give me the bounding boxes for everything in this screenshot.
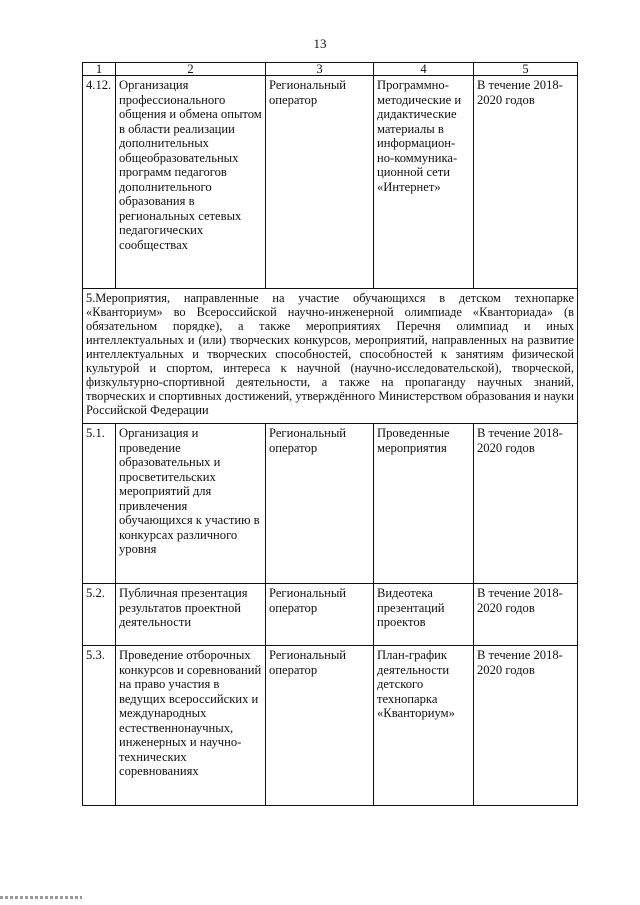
page-number: 13 [313,36,327,51]
executor-cell: Региональный оператор [266,424,374,584]
section-title: 5.Мероприятия, направленные на участие обучающихся в детском технопарке «Кванториум» во Всероссийской научно-инженерной олимпиаде «Кванториада» (в обязательном порядке), а также мероприятиях Перечня олимпиад и иных интеллектуальных и (или) творческих конкурсов, мероприятий, направленных на развитие интеллектуальных и творческих способностей, способностей к занятиям физической культурой и спортом, интереса к научной (научно-исследовательской), творческой, физкультурно-спортивной деятельности, а также на пропаганду научных знаний, творческих и спортивных достижений, утверждённого Министерством образования и науки Российской Федерации [83,289,578,424]
executor-cell: Региональный оператор [266,584,374,646]
result-cell: Программно-методические и дидактические материалы в информацион-но-коммуника-ционной сети «Интернет» [374,76,474,289]
activity-cell: Организация и проведение образовательных и просветительских мероприятий для привлечения обучающихся к участию в конкурсах различного уровня [116,424,266,584]
executor-cell: Региональный оператор [266,76,374,289]
header-col-1: 1 [83,63,116,76]
deadline-cell: В течение 2018-2020 годов [474,424,578,584]
deadline-cell: В течение 2018-2020 годов [474,76,578,289]
header-col-3: 3 [266,63,374,76]
result-cell: План-график деятельности детского технопарка «Кванториум» [374,646,474,806]
activity-cell: Организация профессионального общения и обмена опытом в области реализации дополнительных общеобразовательных программ педагогов дополнительного образования в региональных сетевых педагогических сообществах [116,76,266,289]
scan-edge-mark [0,896,82,899]
row-number: 5.1. [83,424,116,584]
header-col-5: 5 [474,63,578,76]
table-row [83,646,578,806]
table-row [83,424,578,584]
row-number: 5.3. [83,646,116,806]
result-cell: Видеотека презентаций проектов [374,584,474,646]
section-row [83,289,578,424]
activity-cell: Публичная презентация результатов проектной деятельности [116,584,266,646]
row-number: 5.2. [83,584,116,646]
table-row [83,584,578,646]
table-header-row [83,63,578,76]
plan-table [82,62,578,806]
deadline-cell: В течение 2018-2020 годов [474,646,578,806]
header-col-4: 4 [374,63,474,76]
header-col-2: 2 [116,63,266,76]
table-row [83,76,578,289]
result-cell: Проведенные мероприятия [374,424,474,584]
executor-cell: Региональный оператор [266,646,374,806]
deadline-cell: В течение 2018-2020 годов [474,584,578,646]
row-number: 4.12. [83,76,116,289]
activity-cell: Проведение отборочных конкурсов и соревнований на право участия в ведущих всероссийских и международных естественнонаучных, инженерных и научно-технических соревнованиях [116,646,266,806]
